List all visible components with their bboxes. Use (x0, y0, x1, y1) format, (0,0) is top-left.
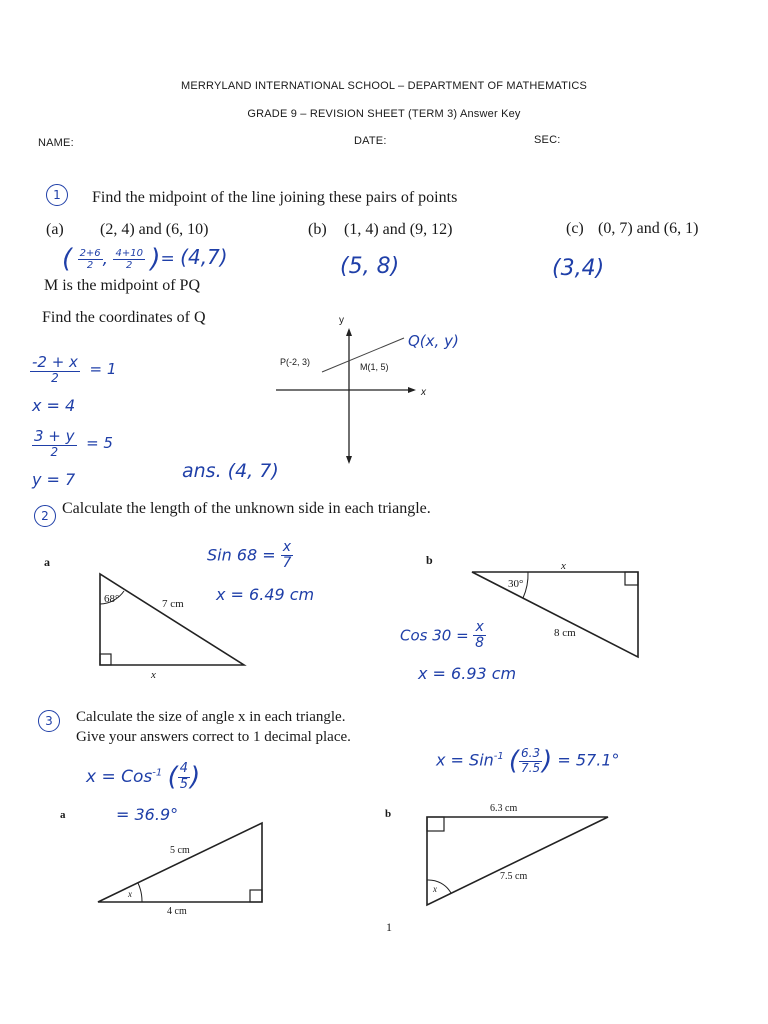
question-3-prompt-line1: Calculate the size of angle x in each triangle. (76, 709, 346, 725)
q3b-working: x = Sin$^{-1}$ ( $\frac{6.3}{7.5}$ ) = 57.1° (436, 746, 620, 776)
q1-part-c-points: (0, 7) and (6, 1) (598, 220, 699, 237)
q2a-label: a (44, 555, 50, 569)
school-title: MERRYLAND INTERNATIONAL SCHOOL – DEPARTMENT OF MATHEMATICS (180, 80, 588, 92)
q3a-answer: = 36.9° (116, 805, 179, 824)
q1-part-a-points: (2, 4) and (6, 10) (100, 221, 209, 238)
q3b-label: b (385, 808, 392, 820)
sheet-title: GRADE 9 – REVISION SHEET (TERM 3) Answer Key (247, 108, 521, 120)
date-label: DATE: (354, 135, 387, 147)
q1-work-eq3: $\frac{3 + y}{2}$ = 5 (34, 427, 113, 459)
point-p-label: P(-2, 3) (280, 357, 311, 367)
q1-part-c-label: (c) (566, 220, 584, 237)
q3b-hyp-label: 7.5 cm (500, 871, 528, 882)
q2b-angle-label: 30° (508, 578, 524, 590)
question-2-number: 2 (34, 505, 56, 527)
q1-work-eq1: $\frac{-2 + x}{2}$ = 1 (32, 353, 117, 385)
q1-work-eq4: y = 7 (32, 470, 76, 489)
q2a-working: Sin 68 = $\frac{x}{7}$ (207, 539, 292, 572)
q2a-angle-label: 68° (104, 593, 120, 605)
point-m-label: M(1, 5) (360, 362, 389, 372)
name-label: NAME: (38, 137, 74, 149)
y-axis-label: y (339, 315, 344, 326)
question-1-prompt: Find the midpoint of the line joining these pairs of points (92, 189, 458, 206)
q3b-answer: = 57.1° (557, 750, 620, 770)
question-1-number: 1 (46, 184, 68, 206)
x-axis-label: x (421, 387, 426, 398)
page-number: 1 (386, 920, 392, 934)
q3a-angle-label: x (128, 889, 132, 899)
m-statement: M is the midpoint of PQ (44, 277, 201, 294)
q1-part-a-label: (a) (46, 221, 64, 238)
q3a-adj-label: 4 cm (167, 906, 187, 917)
sec-label: SEC: (534, 134, 561, 146)
q1-final-answer: ans. (4, 7) (182, 460, 279, 482)
q1-part-b-label: (b) (308, 221, 327, 238)
q3b-angle-label: x (433, 884, 437, 894)
question-3-number: 3 (38, 710, 60, 732)
q1c-answer: (3,4) (552, 256, 605, 281)
q2b-answer: x = 6.93 cm (418, 664, 517, 683)
q3a-hyp-label: 5 cm (170, 845, 190, 856)
question-2-prompt: Calculate the length of the unknown side in each triangle. (62, 500, 431, 517)
find-q-prompt: Find the coordinates of Q (42, 309, 206, 326)
q1a-working: ( $\frac{2+6}{2}$ , $\frac{4+10}{2}$ )= (4,7) (62, 244, 228, 274)
q2b-label: b (426, 553, 433, 567)
q2b-working: Cos 30 = $\frac{x}{8}$ (400, 619, 485, 652)
q3a-label: a (60, 809, 66, 821)
question-3-prompt-line2: Give your answers correct to 1 decimal place. (76, 729, 351, 745)
q2a-unknown-label: x (151, 669, 156, 681)
q1a-answer: (4,7) (180, 245, 228, 269)
q1b-answer: (5, 8) (340, 254, 400, 279)
q2b-hyp-label: 8 cm (554, 627, 576, 639)
q3a-working: x = Cos$^{-1}$ ( $\frac{4}{5}$ ) (86, 761, 201, 792)
q3b-top-label: 6.3 cm (490, 803, 518, 814)
q2b-unknown-label: x (561, 560, 566, 572)
q1-part-b-points: (1, 4) and (9, 12) (344, 221, 453, 238)
q2a-hyp-label: 7 cm (162, 598, 184, 610)
q1-work-eq2: x = 4 (32, 396, 76, 415)
q2a-answer: x = 6.49 cm (216, 585, 315, 604)
point-q-label: Q(x, y) (408, 332, 459, 350)
